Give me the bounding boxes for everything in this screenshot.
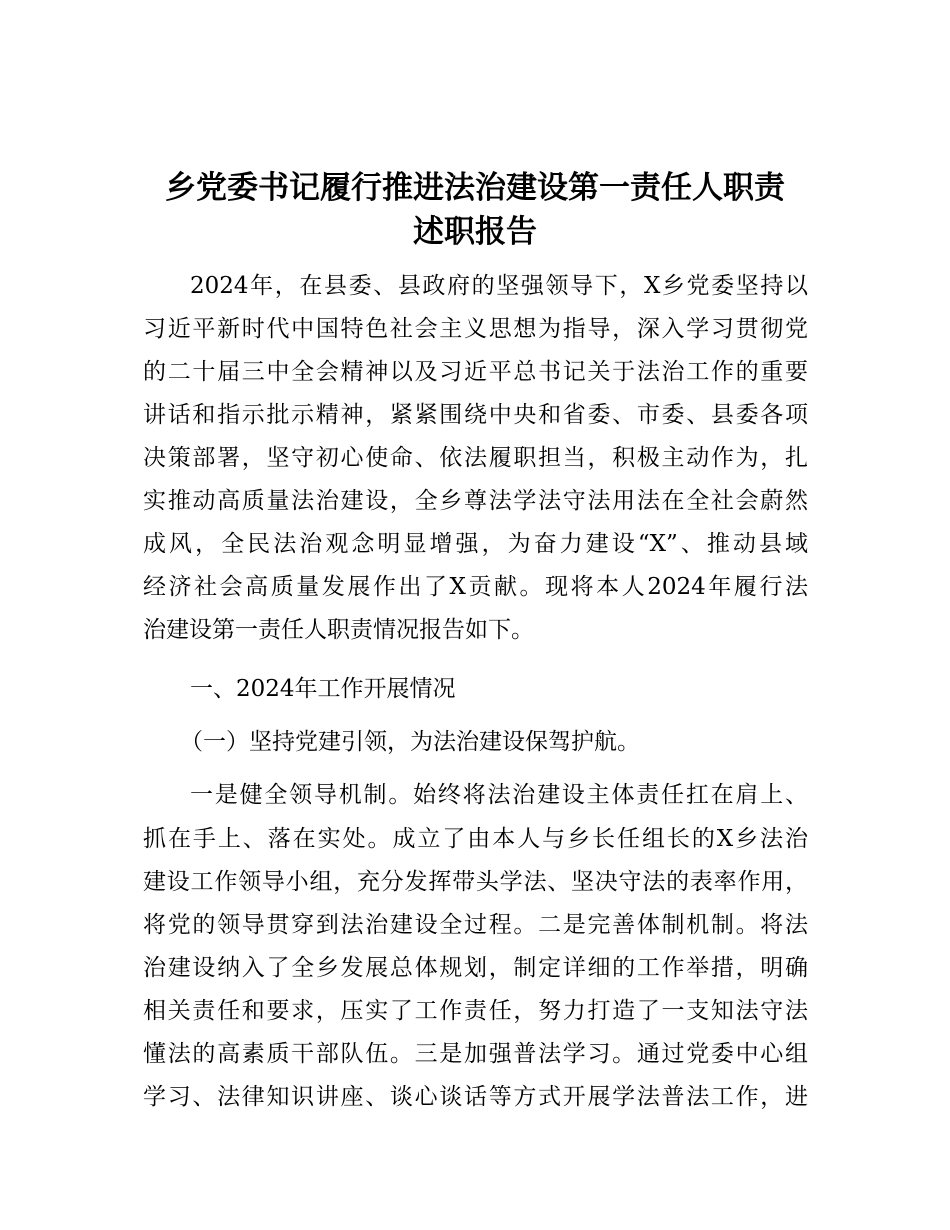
body-line-8: 学习、法律知识讲座、谈心谈话等方式开展学法普法工作，进 <box>143 1084 808 1110</box>
intro-line-9: 治建设第一责任人职责情况报告如下。 <box>143 617 534 643</box>
intro-line-3: 的二十届三中全会精神以及习近平总书记关于法治工作的重要 <box>143 359 808 385</box>
intro-line-6: 实推动高质量法治建设，全乡尊法学法守法用法在全社会蔚然 <box>143 488 808 514</box>
body-line-7: 懂法的高素质干部队伍。三是加强普法学习。通过党委中心组 <box>143 1041 808 1067</box>
body-line-4: 将党的领导贯穿到法治建设全过程。二是完善体制机制。将法 <box>143 912 808 938</box>
intro-line-4: 讲话和指示批示精神，紧紧围绕中央和省委、市委、县委各项 <box>143 402 808 428</box>
body-line-6: 相关责任和要求，压实了工作责任，努力打造了一支知法守法 <box>143 998 808 1024</box>
document-title-line-1: 乡党委书记履行推进法治建设第一责任人职责 <box>165 170 785 206</box>
section-heading-1: 一、2024年工作开展情况 <box>190 676 456 702</box>
body-line-5: 治建设纳入了全乡发展总体规划，制定详细的工作举措，明确 <box>143 955 808 981</box>
intro-line-1: 2024年，在县委、县政府的坚强领导下，X乡党委坚持以 <box>190 273 808 299</box>
body-line-3: 建设工作领导小组，充分发挥带头学法、坚决守法的表率作用， <box>143 869 808 895</box>
body-line-1: 一是健全领导机制。始终将法治建设主体责任扛在肩上、 <box>190 782 808 808</box>
intro-line-5: 决策部署，坚守初心使命、依法履职担当，积极主动作为，扎 <box>143 445 808 471</box>
intro-line-2: 习近平新时代中国特色社会主义思想为指导，深入学习贯彻党 <box>143 316 808 342</box>
document-title-line-2: 述职报告 <box>413 214 537 250</box>
subsection-heading-1: （一）坚持党建引领，为法治建设保驾护航。 <box>180 729 640 755</box>
intro-line-8: 经济社会高质量发展作出了X贡献。现将本人2024年履行法 <box>143 574 808 600</box>
intro-line-7: 成风，全民法治观念明显增强，为奋力建设“X”、推动县域 <box>143 531 808 557</box>
body-line-2: 抓在手上、落在实处。成立了由本人与乡长任组长的X乡法治 <box>143 826 808 852</box>
